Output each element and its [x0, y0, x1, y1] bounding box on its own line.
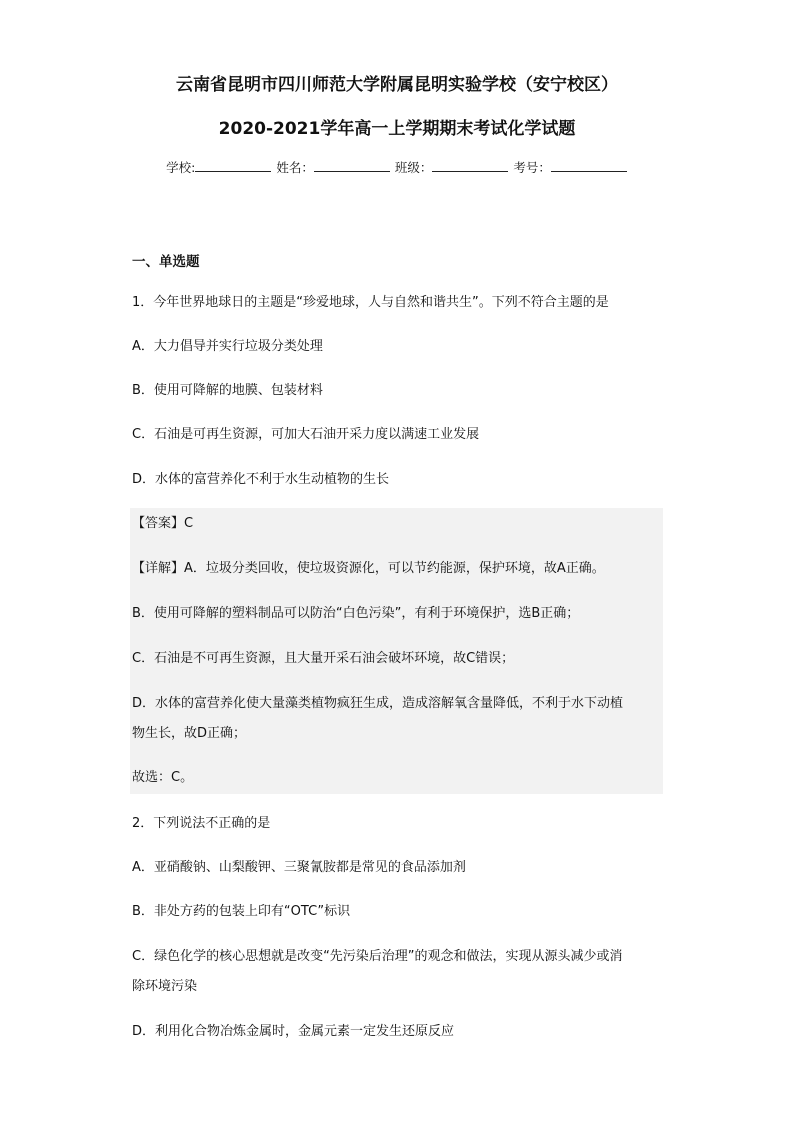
- class-blank[interactable]: [432, 160, 508, 172]
- q1-option-a: A．大力倡导并实行垃圾分类处理: [132, 339, 323, 354]
- name-label: 姓名：: [276, 160, 314, 175]
- q1-stem: 1．今年世界地球日的主题是“珍爱地球，人与自然和谐共生”。下列不符合主题的是: [132, 295, 609, 310]
- class-label: 班级：: [394, 160, 433, 175]
- q1-option-b: B．使用可降解的地膜、包装材料: [132, 383, 323, 398]
- q2-option-b: B．非处方药的包装上印有“OTC”标识: [132, 904, 351, 919]
- q1-explanation-line: 故选：C。: [132, 770, 194, 785]
- section-heading: 一、单选题: [132, 254, 200, 270]
- q1-option-c: C．石油是可再生资源，可加大石油开采力度以满速工业发展: [132, 427, 480, 442]
- q2-option-d: D．利用化合物冶炼金属时，金属元素一定发生还原反应: [132, 1024, 455, 1039]
- q2-option-a: A．亚硝酸钠、山梨酸钾、三聚氰胺都是常见的食品添加剂: [132, 860, 466, 875]
- q2-stem: 2．下列说法不正确的是: [132, 816, 271, 831]
- q1-answer: 【答案】C: [132, 516, 194, 531]
- q1-explanation-line: C．石油是不可再生资源，且大量开采石油会破坏环境，故C错误；: [132, 651, 515, 666]
- exam-title-line1: 云南省昆明市四川师范大学附属昆明实验学校（安宁校区）: [176, 75, 618, 95]
- school-blank[interactable]: [195, 160, 271, 172]
- school-label: 学校:: [166, 160, 196, 175]
- q1-explanation-line: D．水体的富营养化使大量藻类植物疯狂生成，造成溶解氧含量降低，不利于水下动植: [132, 696, 624, 711]
- exam-title-line2: 2020-2021学年高一上学期期末考试化学试题: [218, 119, 576, 139]
- q2-option-c: C．绿色化学的核心思想就是改变“先污染后治理”的观念和做法，实现从源头减少或消: [132, 949, 623, 964]
- exam-number-blank[interactable]: [551, 160, 627, 172]
- name-blank[interactable]: [314, 160, 390, 172]
- exam-number-label: 考号：: [513, 160, 551, 175]
- q1-explanation-line: B．使用可降解的塑料制品可以防治“白色污染”，有利于环境保护，选B正确；: [132, 606, 580, 621]
- q1-explanation-line: 【详解】A．垃圾分类回收，使垃圾资源化，可以节约能源，保护环境，故A正确。: [132, 561, 605, 576]
- q1-explanation-line: 物生长，故D正确；: [132, 726, 247, 741]
- student-info-line: [0, 158, 794, 176]
- q1-option-d: D．水体的富营养化不利于水生动植物的生长: [132, 472, 390, 487]
- q2-option-c-continued: 除环境污染: [132, 979, 198, 994]
